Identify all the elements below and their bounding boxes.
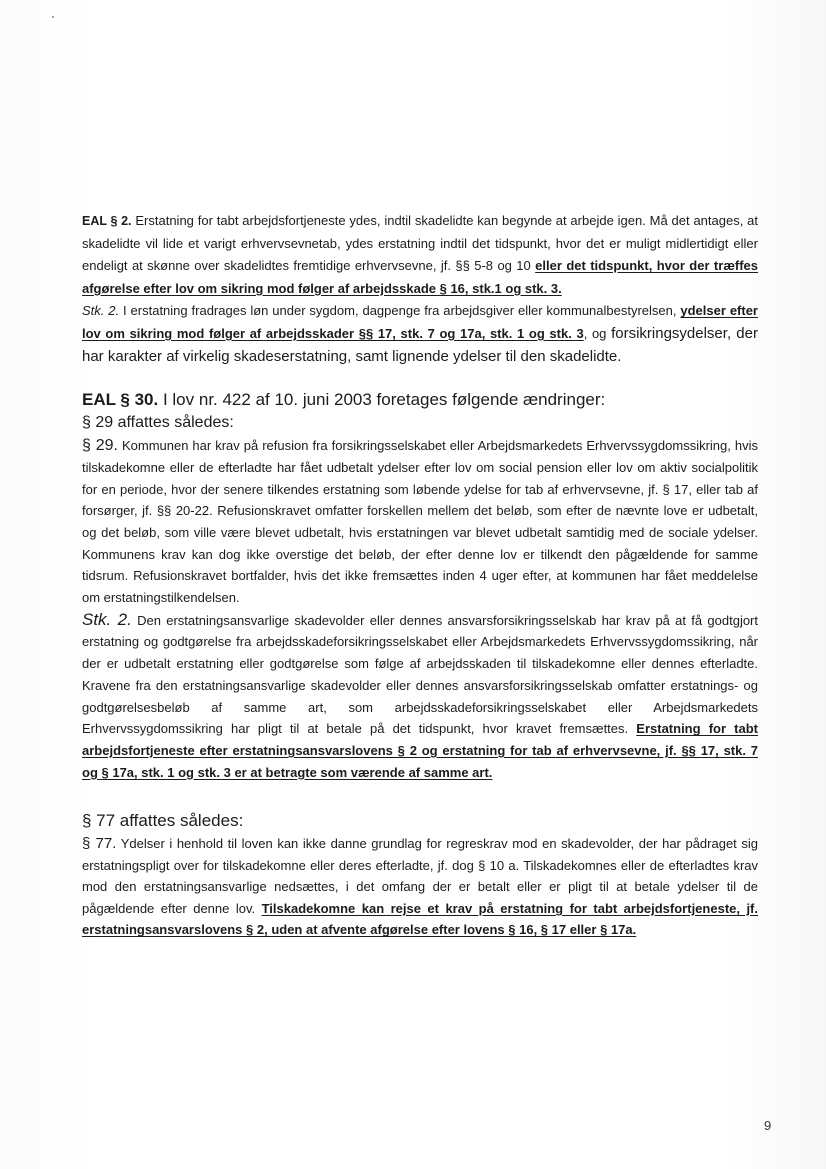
section-29-text: Kommunen har krav på refusion fra forsikringsselskabet eller Arbejdsmarkedets Erhvervssygdomssikring, hvis tilskadekomne eller de efterladte har fået udbetalt ydelser efter lov om social pension eller lov om aktiv socialpolitik for en periode, hvor der senere tilkendes erstatning som løbende ydelse for tab af erhvervsevne, jf. § 17, eller tab af forsørger, jf. §§ 20-22. Refusionskravet omfatter forskellen mellem det beløb, som efter de nævnte love er udbetalt, og det beløb, som ville være blevet udbetalt, hvis erstatningen var blevet udbetalt samtidig med de sociale ydelser. Kommunens krav kan dog ikke overstige det beløb, der efter denne lov er tilkendt den pågældende for samme tidsrum. Refusionskravet bortfalder, hvis det ikke fremsættes inden 4 uger efter, at kommunen har fået meddelelse om erstatningstilkendelsen. xyxy=(82,438,758,606)
section-29-subheading: § 29 affattes således: xyxy=(82,414,234,432)
scan-speck xyxy=(52,16,54,18)
section-77-paragraph xyxy=(82,833,758,941)
section-77-amendment: Tilskadekomne kan rejse et krav på erstatning for tabt arbejdsfortjeneste, jf. erstatningsansvarslovens § 2, uden at afvente afgørelse efter lovens § 16, § 17 eller § 17a. xyxy=(82,900,759,938)
section-29-stk2-paragraph xyxy=(82,609,758,784)
eal-30-label: EAL § 30. xyxy=(82,390,159,410)
eal-2-stk2-text-end: forsikringsydelser, der har karakter af virkelig skadeserstatning, samt lignende ydelser til den skadelidte. xyxy=(82,324,758,365)
page-number: 9 xyxy=(764,1118,772,1133)
eal-30-heading-text: I lov nr. 422 af 10. juni 2003 foretages følgende ændringer: xyxy=(158,390,606,410)
eal-2-stk2-label: Stk. 2. xyxy=(82,303,120,319)
eal-2-amendment: eller det tidspunkt, hvor der træffes afgørelse efter lov om sikring mod følger af arbejdsskade § 16, stk.1 og stk. 3. xyxy=(82,258,758,296)
section-77-text: Ydelser i henhold til loven kan ikke danne grundlag for regreskrav mod en skadevolder, der har pådraget sig erstatningspligt over for tilskadekomne eller deres efterladte, jf. dog § 10 a. Tilskadekomnes eller de efterladtes krav mod den erstatningsansvarlige nedsættes, i det omfang der er betalt eller er pligt til at betale ydelser til de pågældende efter denne lov. xyxy=(82,836,758,916)
document-body xyxy=(82,210,758,941)
eal-2-text: Erstatning for tabt arbejdsfortjeneste ydes, indtil skadelidte kan begynde at arbejde igen. Må det antages, at skadelidte vil lide et varigt erhvervsevnetab, ydes erstatning indtil det tidspunkt, hvor det er muligt midlertidigt eller endeligt at skønne over skadelidtes fremtidige erhvervsevne, jf. §§ 5-8 og 10 xyxy=(82,213,758,274)
section-29-label: § 29. xyxy=(82,437,118,455)
eal-2-stk2-text-cont: , og xyxy=(583,325,612,341)
eal-2-label: EAL § 2. xyxy=(82,214,132,228)
section-29-stk2-text: Den erstatningsansvarlige skadevolder eller dennes ansvarsforsikringsselskab har krav på at få godtgjort erstatning og godtgørelse fra arbejdsskadeforsikringsselskabet eller Arbejdsmarkedets Erhvervssygdomssikring, når der er udbetalt erstatning eller godtgørelse som følge af arbejdsskaden til tilskadekomne eller dennes efterladte. Kravene fra den erstatningsansvarlige skadevolder eller dennes ansvarsforsikringsselskab omfatter erstatnings- og godtgørelsesbeløb af samme art, som arbejdsskadeforsikringsselskabet eller Arbejdsmarkedets Erhvervssygdomssikring har pligt til at betale på det tidspunkt, hvor kravet fremsættes. xyxy=(82,612,758,737)
section-77-label: § 77. xyxy=(82,835,117,853)
section-29-stk2-amendment: Erstatning for tabt arbejdsfortjeneste efter erstatningsansvarslovens § 2 og erstatning for tab af erhvervsevne, jf. §§ 17, stk. 7 og § 17a, stk. 1 og stk. 3 er at betragte som værende af samme art. xyxy=(82,721,758,780)
eal-2-stk2-text: I erstatning fradrages løn under sygdom, dagpenge fra arbejdsgiver eller kommunalbestyrelsen, xyxy=(119,303,681,319)
eal-2-paragraph xyxy=(82,210,758,300)
section-77-subheading: § 77 affattes således: xyxy=(82,811,244,831)
eal-2-stk2-paragraph xyxy=(82,300,758,368)
section-29-paragraph xyxy=(82,435,758,609)
eal-2-stk2-amendment: ydelser efter lov om sikring mod følger af arbejdsskader §§ 17, stk. 7 og 17a, stk. 1 og stk. 3 xyxy=(82,303,758,341)
section-29-stk2-label: Stk. 2. xyxy=(82,609,132,629)
eal-30-heading xyxy=(82,389,758,411)
